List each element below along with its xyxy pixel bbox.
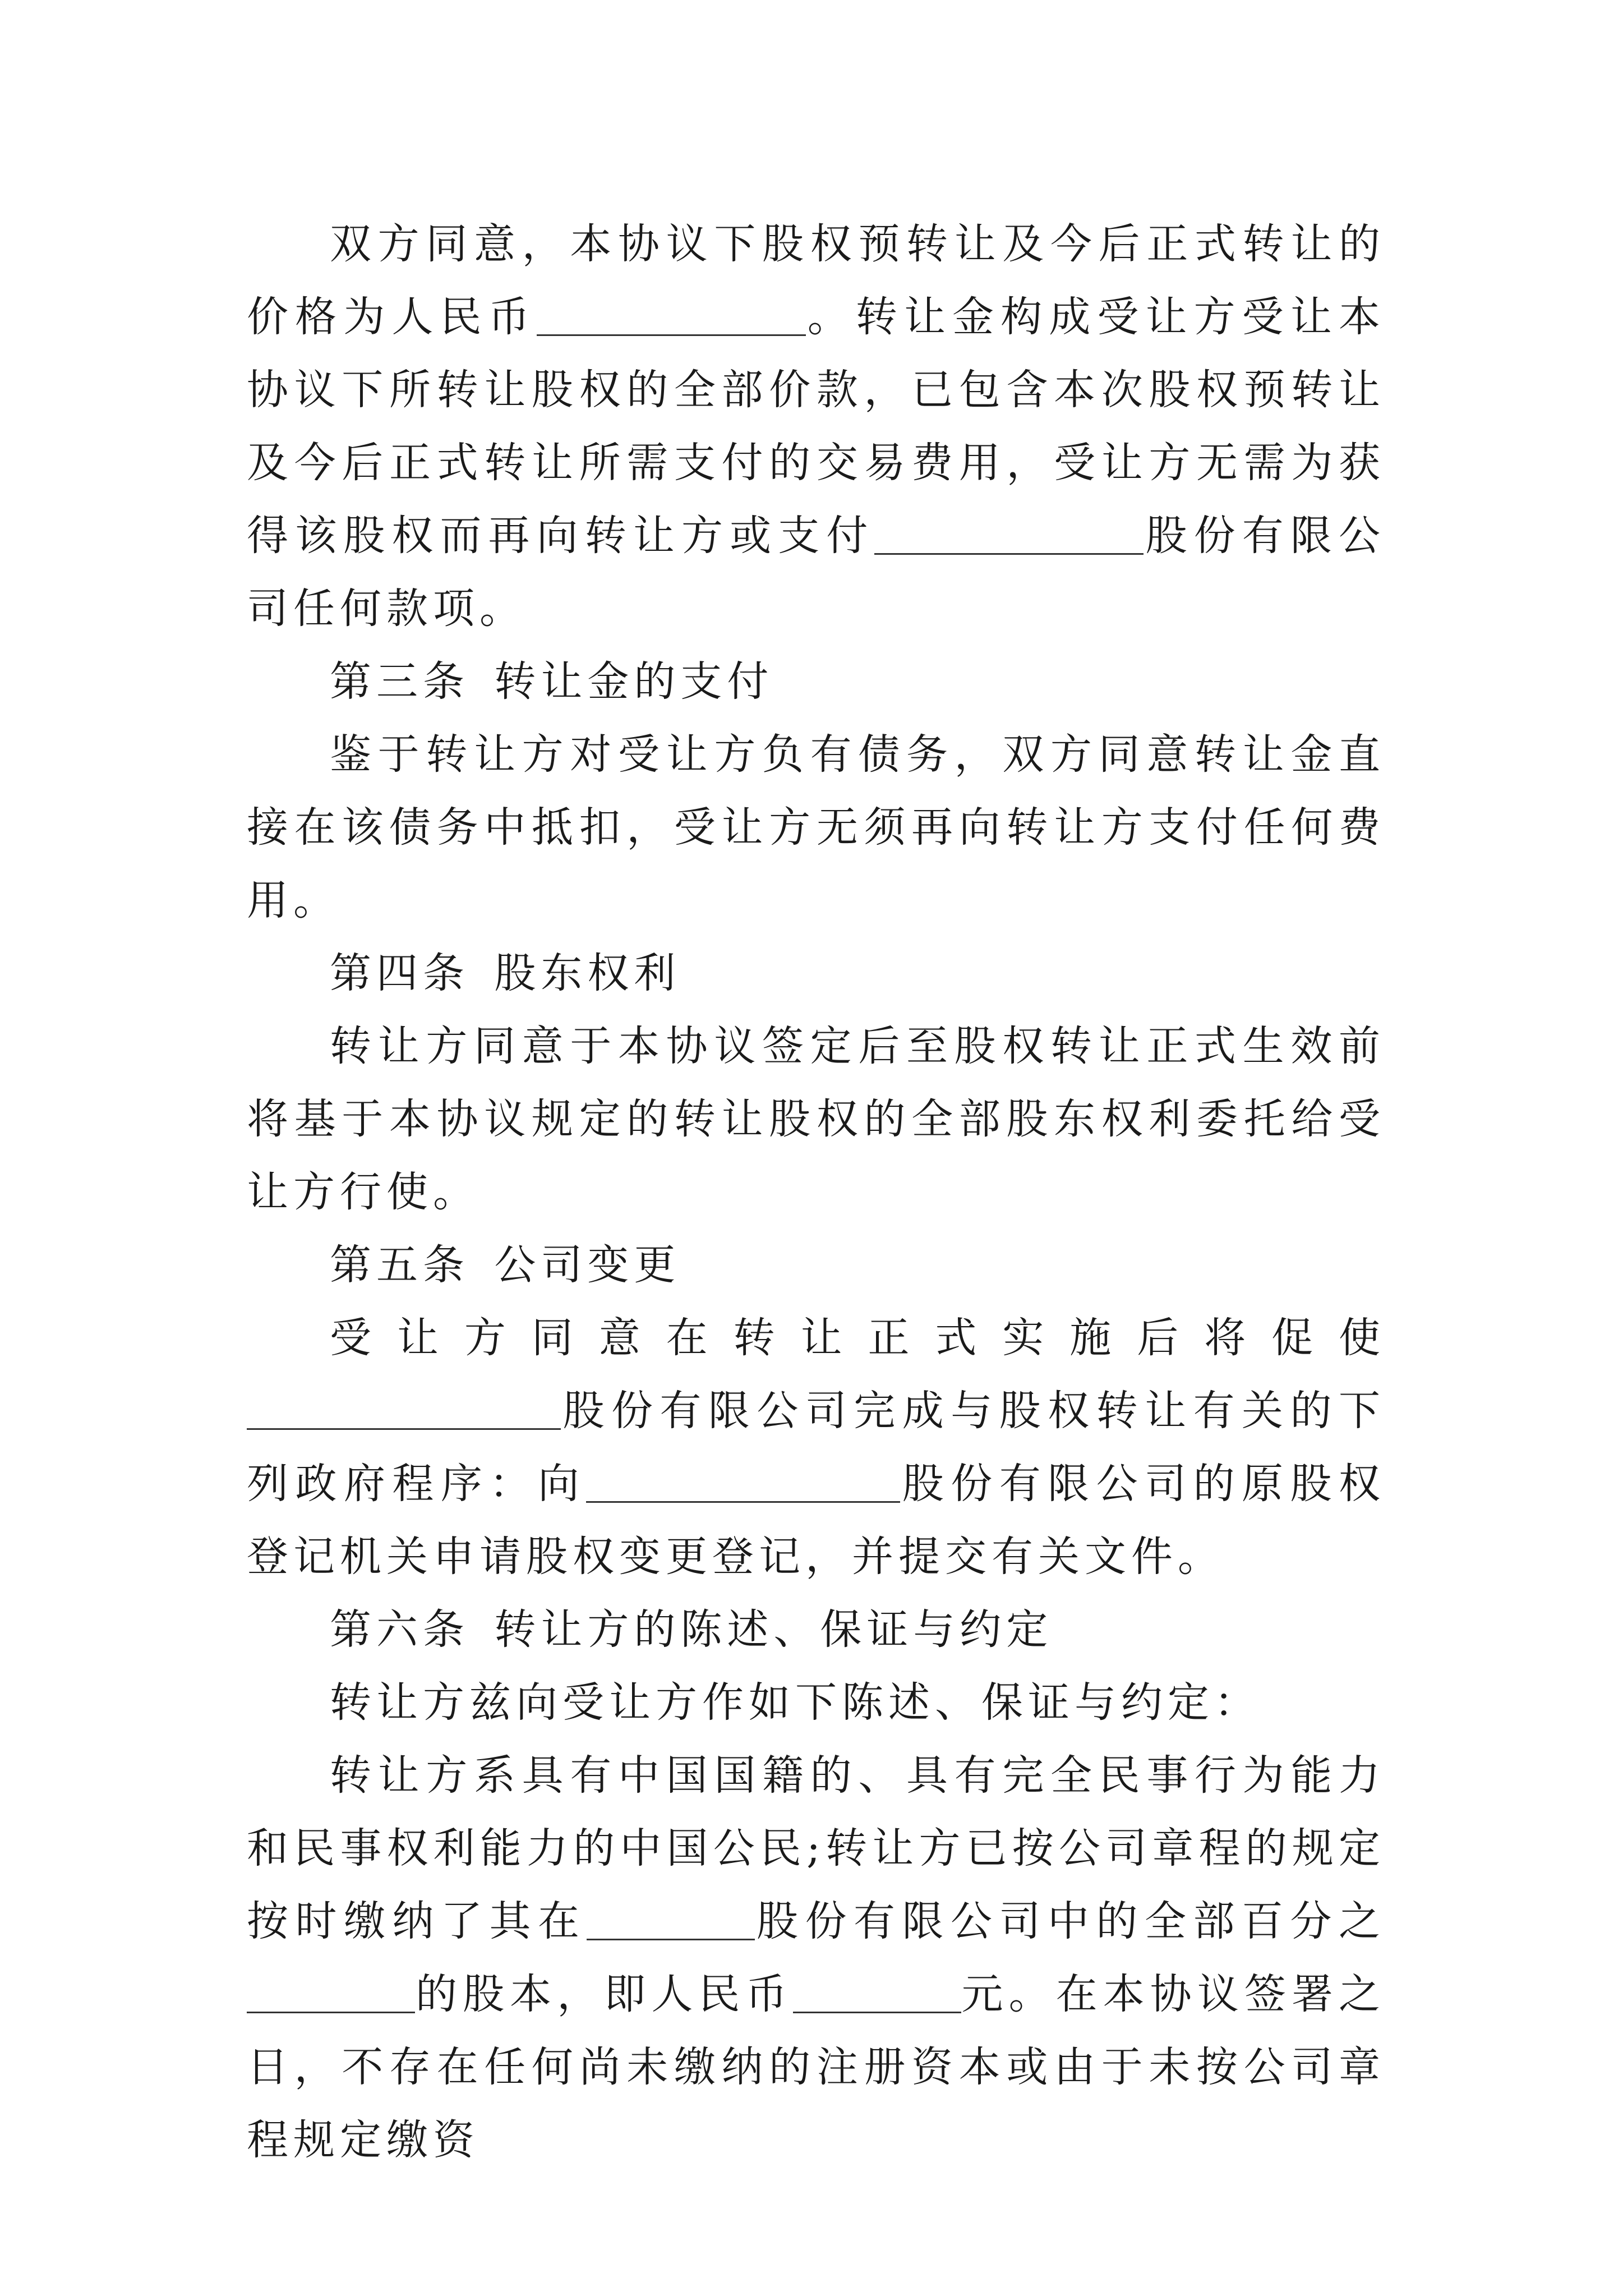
- article-number: 第三条: [330, 657, 469, 706]
- paragraph-text: 双方同意，本协议下股权预转让及今后正式转让的价格为人民币: [247, 220, 1385, 341]
- article-number: 第五条: [330, 1241, 469, 1289]
- article-title: 转让方的陈述、保证与约定: [494, 1605, 1053, 1654]
- blank-field-company: [247, 1389, 561, 1430]
- article-title: 公司变更: [494, 1241, 681, 1289]
- paragraph-text: 股份有限公司完成与股权转让有关的下列政府程序：向: [247, 1387, 1385, 1508]
- blank-field-company: [874, 514, 1144, 555]
- paragraph-representations-intro: [247, 1666, 1385, 1739]
- blank-field-amount: [793, 1972, 961, 2013]
- blank-field-company: [586, 1462, 900, 1503]
- paragraph-text: 转让方同意于本协议签定后至股权转让正式生效前将基于本协议规定的转让股权的全部股东权利委托给受让方行使。: [247, 1022, 1385, 1216]
- blank-field-price: [537, 295, 806, 336]
- article-title: 转让金的支付: [494, 657, 774, 706]
- paragraph-text: 转让方系具有中国国籍的、具有完全民事行为能力和民事权利能力的中国公民;转让方已按公司章程的规定按时缴纳了其在: [247, 1751, 1385, 1945]
- article-5-heading: [247, 1228, 1385, 1301]
- article-3-heading: [247, 645, 1385, 718]
- blank-field-percent: [247, 1972, 415, 2013]
- paragraph-text: 的股本，即人民币: [415, 1970, 793, 2018]
- article-4-heading: [247, 937, 1385, 1010]
- paragraph-payment: [247, 718, 1385, 937]
- paragraph-text: 股份有限公司的原股权登记机关申请股权变更登记，并提交有关文件。: [247, 1460, 1386, 1581]
- article-6-heading: [247, 1593, 1385, 1666]
- article-number: 第六条: [330, 1605, 469, 1654]
- paragraph-representations: [247, 1739, 1385, 2177]
- paragraph-text: 股份有限公司中的全部百分之: [754, 1897, 1385, 1945]
- paragraph-company-change: [247, 1301, 1385, 1593]
- paragraph-shareholder-rights: [247, 1010, 1385, 1228]
- paragraph-text: 转让方兹向受让方作如下陈述、保证与约定：: [330, 1678, 1261, 1727]
- paragraph-text: 。转让金构成受让方受让本协议下所转让股权的全部价款，已包含本次股权预转让及今后正式转让所需支付的交易费用，受让方无需为获得该股权而再向转让方或支付: [247, 293, 1386, 560]
- blank-field-company: [587, 1899, 755, 1940]
- paragraph-text: 受让方同意在转让正式实施后将促使: [330, 1314, 1385, 1362]
- document-body: [247, 208, 1385, 2177]
- paragraph-text: 鉴于转让方对受让方负有债务，双方同意转让金直接在该债务中抵扣，受让方无须再向转让方支付任何费用。: [247, 730, 1385, 924]
- paragraph-text: 元。在本协议签署之日，不存在任何尚未缴纳的注册资本或由于未按公司章程规定缴资: [247, 1970, 1385, 2164]
- paragraph-text: 股份有限公司任何款项。: [247, 512, 1386, 633]
- article-number: 第四条: [330, 949, 469, 997]
- paragraph-transfer-price: [247, 208, 1385, 645]
- article-title: 股东权利: [494, 949, 681, 997]
